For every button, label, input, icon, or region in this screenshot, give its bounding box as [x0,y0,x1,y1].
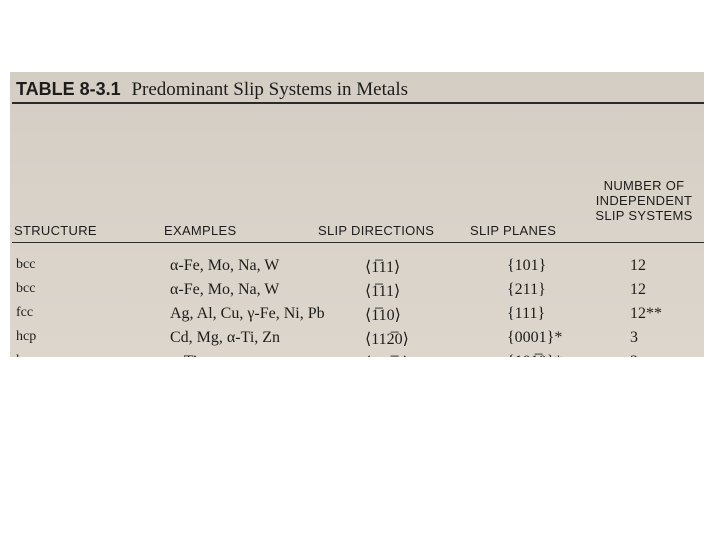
table-row [10,329,704,351]
table-row [10,281,704,303]
cell-examples: α-Fe, Mo, Na, W [170,281,280,298]
table-row [10,305,704,327]
header-number-independent [588,178,700,223]
cell-structure: bcc [16,281,36,296]
table-title: Predominant Slip Systems in Metals [131,79,408,100]
cell-slip-plane: {101} [507,257,547,274]
header-slip-planes: SLIP PLANES [470,223,557,238]
cell-examples: α-Fe, Mo, Na, W [170,257,280,274]
cell-independent-systems: 12 [630,257,646,274]
cell-slip-plane: {211} [507,281,546,298]
cell-independent-systems: 12 [630,281,646,298]
table-caption [16,79,408,101]
cell-examples: Cd, Mg, α-Ti, Zn [170,329,281,346]
header-number-line3: SLIP SYSTEMS [595,208,693,223]
cell-structure: bcc [16,257,36,272]
table-number: TABLE 8-3.1 [16,79,121,99]
top-rule [12,102,704,104]
scanned-table [10,72,704,357]
cell-slip-direction: ⟨1̅11⟩ [365,259,401,276]
cell-slip-direction: ⟨112̅0⟩ [365,331,409,348]
cell-independent-systems: 3 [630,329,638,346]
header-examples: EXAMPLES [164,223,237,238]
header-slip-directions: SLIP DIRECTIONS [318,223,435,238]
cell-slip-plane: {111} [507,305,546,322]
cell-structure: fcc [16,305,34,320]
header-structure: STRUCTURE [14,223,97,238]
cell-structure: hcp [16,329,37,344]
header-number-line2: INDEPENDENT [595,193,693,208]
cell-independent-systems: 12** [630,305,662,322]
blank-area [0,357,720,540]
header-rule [12,242,704,243]
cell-examples: Ag, Al, Cu, γ-Fe, Ni, Pb [170,305,325,322]
cell-slip-direction: ⟨1̅11⟩ [365,283,401,300]
table-row [10,257,704,279]
cell-slip-direction: ⟨1̅10⟩ [365,307,401,324]
header-number-line1: NUMBER OF [603,178,685,193]
cell-slip-plane: {0001}* [507,329,563,346]
